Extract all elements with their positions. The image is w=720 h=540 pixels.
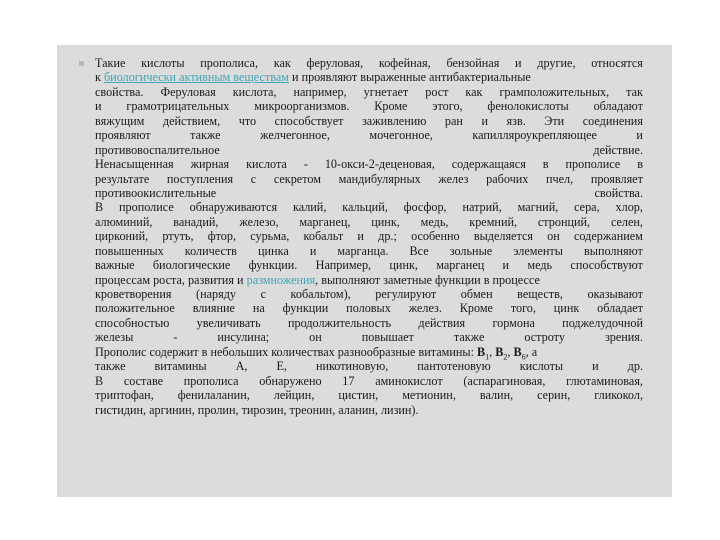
text-line: кроветворения (наряду с кобальтом), регулируют обмен веществ, оказывают: [95, 287, 643, 301]
text-line: и грамотрицательных микроорганизмов. Кроме этого, фенолокислоты обладают: [95, 99, 643, 114]
text-line: Ненасыщенная жирная кислота - 10-окси-2-деценовая, содержащаяся в прополисе в: [95, 157, 643, 172]
text-line: проявляют также желчегонное, мочегонное, капилляроукрепляющее и: [95, 128, 643, 143]
text-line: Такие кислоты прополиса, как феруловая, кофейная, бензойная и другие, относятся: [95, 56, 643, 70]
body-text: [95, 56, 643, 417]
text-line: вяжущим действием, что способствует заживлению ран и язв. Эти соединения: [95, 113, 643, 128]
text-line: процессам роста, развития и размножения, выполняют заметные функции в процессе: [95, 272, 540, 287]
text-line: противовоспалительное действие.: [95, 142, 643, 157]
bullet-icon: [79, 61, 84, 66]
text-line-vitamins: Прополис содержит в небольших количествах разнообразные витамины: $В_1$, $В_2$, $В_6$, а: [95, 344, 538, 362]
text-line: железы - инсулина; он повышает также остроту зрения.: [95, 330, 643, 345]
text-line: В составе прополиса обнаружено 17 аминокислот (аспарагиновая, глютаминовая,: [95, 373, 643, 388]
text-line: к биологически активным веществам и проявляют выраженные антибактериальные: [95, 70, 531, 85]
text-line: цирконий, ртуть, фтор, сурьма, кобальт и др.; особенно выделяется он содержанием: [95, 229, 643, 244]
text-line: алюминий, ванадий, железо, марганец, цинк, медь, кремний, стронций, селен,: [95, 214, 643, 229]
text-line: положительное влияние на функции половых желез. Кроме того, цинк обладает: [95, 301, 643, 316]
text-line: также витамины А, Е, никотиновую, пантотеновую кислоты и др.: [95, 359, 643, 374]
text-line: способностью увеличивать продолжительность действия гормона поджелудочной: [95, 315, 643, 330]
text-line: важные биологические функции. Например, цинк, марганец и медь способствуют: [95, 258, 643, 273]
link-reproduction[interactable]: размножения: [246, 272, 316, 287]
text-line: гистидин, аргинин, пролин, тирозин, треонин, аланин, лизин).: [95, 402, 419, 417]
text-line: результате поступления с секретом мандибулярных желез рабочих пчел, проявляет: [95, 171, 643, 186]
text-line: свойства. Феруловая кислота, например, угнетает рост как грамположительных, так: [95, 84, 643, 99]
text-line: повышенных количеств цинка и марганца. Все зольные элементы выполняют: [95, 243, 643, 258]
text-line: триптофан, фенилаланин, лейцин, цистин, метионин, валин, серин, гликокол,: [95, 388, 643, 403]
link-bioactive-substances[interactable]: биологически активным веществам: [103, 70, 289, 85]
text-line: противоокислительные свойства.: [95, 185, 643, 200]
text-line: В прополисе обнаруживаются калий, кальций, фосфор, натрий, магний, сера, хлор,: [95, 200, 643, 215]
